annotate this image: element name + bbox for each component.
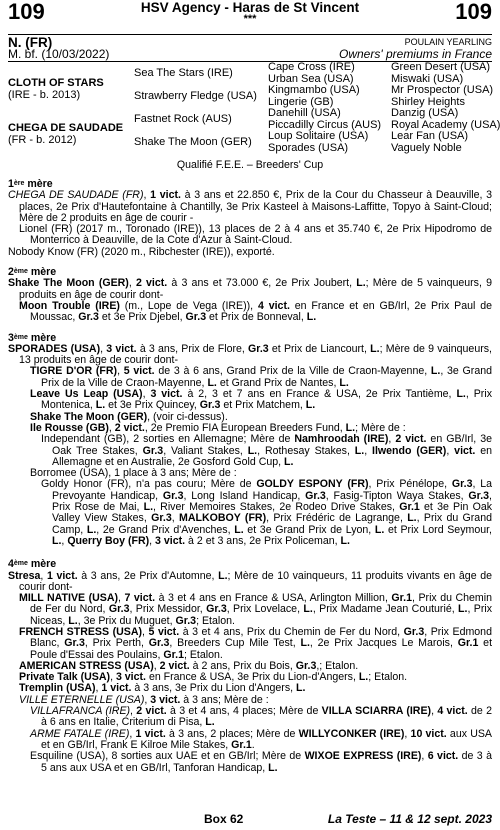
produce-entry: Borromee (USA), 1 place à 3 ans; Mère de : <box>30 467 237 480</box>
qualification: Qualifié F.E.E. – Breeders' Cup <box>176 159 324 171</box>
dam-paragraph: CHEGA DE SAUDADE (FR), 1 vict. à 3 ans et 22.850 €, Prix de la Cour du Chasseur à Deauville, 3 places, 2e Prix d'Hautefontaine à Chantilly, 3e Prix Kasteel à Maisons-Laffitte, Topyo à Saint-Cloud; Mère de 2 produits en âge de courir - <box>8 189 493 224</box>
pedigree-gen3: Piccadilly Circus (AUS) <box>268 118 382 131</box>
produce-entry: Leave Us Leap (USA), 3 vict. à 2, 3 et 7 ans en France & USA, 2e Prix Tantième, L., Prix Montenica, L. et 3e Prix Quincey, Gr.3 et Prix Matchem, L. <box>30 388 492 412</box>
produce-entry: FRENCH STRESS (USA), 5 vict. à 3 et 4 ans, Prix du Chemin de Fer du Nord, Gr.3, Prix Edmond Blanc, Gr.3, Prix Perth, Gr.3, Breeders Cup Mile Test, L., 2e Prix Jacques Le Marois, Gr.1 et Poule d'Essai des Poulains, Gr.1; Etalon. <box>19 625 493 661</box>
dam <box>8 123 123 146</box>
horse-category: POULAIN YEARLING <box>404 37 492 47</box>
rating-stars: *** <box>243 13 257 25</box>
section-heading: 4ème mère <box>8 558 57 571</box>
pedigree-gen2: Sea The Stars (IRE) <box>134 67 233 79</box>
lot-number-right: 109 <box>455 0 492 24</box>
page-header <box>8 0 492 34</box>
pedigree-gen4: Miswaki (USA) <box>391 72 464 85</box>
pedigree-gen3: Urban Sea (USA) <box>268 72 354 85</box>
dam-name: CHEGA DE SAUDADE <box>8 122 124 134</box>
produce-entry: VILLE ETERNELLE (USA), 3 vict. à 3 ans; Mère de : <box>19 693 269 706</box>
produce-entry: Ile Rousse (GB), 2 vict., 2e Premio FIA European Breeders Fund, L.; Mère de : <box>30 421 406 434</box>
section-heading: 3ème mère <box>8 331 57 344</box>
pedigree-gen4: Danzig (USA) <box>391 107 459 119</box>
produce-entry: Private Talk (USA), 3 vict. en France & USA, 3e Prix du Lion-d'Angers, L.; Etalon. <box>19 671 408 684</box>
page-footer <box>8 812 492 828</box>
horse-identity <box>8 35 492 61</box>
pedigree-gen3: Cape Cross (IRE) <box>268 61 355 73</box>
pedigree-gen3: Danehill (USA) <box>268 107 341 119</box>
sire-info: (IRE - b. 2013) <box>8 88 81 101</box>
sale-info: La Teste – 11 & 12 sept. 2023 <box>327 812 492 826</box>
produce-entry: Nobody Know (FR) (2020 m., Ribchester (IRE)), exporté. <box>8 245 275 258</box>
produce-entry: Independant (GB), 2 sorties en Allemagne; Mère de Namhroodah (IRE), 2 vict. en GB/Irl, 3e Oak Tree Stakes, Gr.3, Valiant Stakes, L., Rothesay Stakes, L., Ilwendo (GER), vict. en Allemagne et en Australie, 2e Gosford Gold Cup, L. <box>41 433 493 468</box>
agency-name: HSV Agency - Haras de St Vincent <box>140 0 360 15</box>
produce-entry: Esquiline (USA), 8 sorties aux UAE et en GB/Irl; Mère de WIXOE EXPRESS (IRE), 6 vict. de 3 à 5 ans aux USA et en GB/Irl, Tanforan Handicap, L. <box>30 750 492 774</box>
horse-info: M. bf. (10/03/2022) <box>8 47 110 61</box>
pedigree-gen3: Loup Solitaire (USA) <box>268 130 369 142</box>
dam-paragraph: Stresa, 1 vict. à 3 ans, 2e Prix d'Automne, L.; Mère de 10 vainqueurs, 11 produits vivants en âge de courir dont- <box>8 569 492 593</box>
pedigree-gen4: Lear Fan (USA) <box>391 130 469 142</box>
pedigree-table <box>8 61 500 156</box>
pedigree-gen3: Lingerie (GB) <box>268 95 334 108</box>
produce-entry: Shake The Moon (GER), (voir ci-dessus). <box>30 410 228 423</box>
produce-entry: Moon Trouble (IRE) (m., Lope de Vega (IRE)), 4 vict. en France et en GB/Irl, 2e Prix Paul de Moussac, Gr.3 et 3e Prix Djebel, Gr.3 et Prix de Bonneval, L. <box>19 299 492 324</box>
produce-entry: ARME FATALE (IRE), 1 vict. à 3 ans, 2 places; Mère de WILLYCONKER (IRE), 10 vict. aux USA et en GB/Irl, Frank E Kilroe Mile Stakes, Gr.1. <box>30 727 492 751</box>
pedigree-gen4: Shirley Heights <box>391 95 465 108</box>
dam-paragraph: SPORADES (USA), 3 vict. à 3 ans, Prix de Flore, Gr.3 et Prix de Liancourt, L.; Mère de 9 vainqueurs, 13 produits en âge de courir dont- <box>8 342 492 367</box>
sire-name: CLOTH OF STARS <box>8 77 104 89</box>
produce-entry: MILL NATIVE (USA), 7 vict. à 3 et 4 ans en France & USA, Arlington Million, Gr.1, Prix du Chemin de Fer du Nord, Gr.3, Prix Messidor, Gr.3, Prix Lovelace, L., Prix Madame Jean Couturié, L., Prix Niceas, L., 3e Prix du Muguet, Gr.3; Etalon. <box>19 592 493 627</box>
pedigree-gen2: Strawberry Fledge (USA) <box>134 90 257 102</box>
sire <box>8 78 104 101</box>
pedigree-gen4: Green Desert (USA) <box>391 61 491 73</box>
dam-info: (FR - b. 2012) <box>8 133 77 146</box>
dam-paragraph: Shake The Moon (GER), 2 vict. à 3 ans et 73.000 €, 2e Prix Joubert, L.; Mère de 5 vainqueurs, 9 produits en âge de courir dont- <box>8 277 492 301</box>
produce-entry: Goldy Honor (FR), n'a pas couru; Mère de GOLDY ESPONY (FR), Prix Pénélope, Gr.3, La Prevoyante Handicap, Gr.3, Long Island Handicap, Gr.3, Fasig-Tipton Waya Stakes, Gr.3, Prix Rose de Mai, L., River Memoires Stakes, 2e Rodeo Drive Stakes, Gr.1 et 3e Pin Oak Valley View Stakes, Gr.3, MALKOBOY (FR), Prix Frédéric de Lagrange, L., Prix du Grand Camp, L., 2e Grand Prix d'Avenches, L. et 3e Grand Prix de Lyon, L. et Prix Lord Seymour, L., Querry Boy (FR), 3 vict. à 2 et 3 ans, 2e Prix Policeman, L. <box>41 478 493 547</box>
produce-entry: TIGRE D'OR (FR), 5 vict. de 3 à 6 ans, Grand Prix de la Ville de Craon-Mayenne, L., 3e Grand Prix de la Ville de Craon-Mayenne, L. et Grand Prix de Nantes, L. <box>30 365 492 389</box>
pedigree-gen4: Royal Academy (USA) <box>391 118 500 131</box>
pedigree-gen4: Mr Prospector (USA) <box>391 84 494 96</box>
section-heading: 1ère mère <box>8 178 53 190</box>
produce-entry: AMERICAN STRESS (USA), 2 vict. à 2 ans, Prix du Bois, Gr.3,; Etalon. <box>19 659 359 672</box>
pedigree-gen2: Shake The Moon (GER) <box>134 136 252 148</box>
box-number: Box 62 <box>204 812 244 826</box>
owners-premiums: Owners' premiums in France <box>339 47 492 61</box>
section-heading: 2ème mère <box>8 266 57 279</box>
pedigree-gen4: Vaguely Noble <box>391 141 462 154</box>
produce-entry: Tremplin (USA), 1 vict. à 3 ans, 3e Prix du Lion d'Angers, L. <box>19 682 306 695</box>
pedigree-gen3: Kingmambo (USA) <box>268 84 360 96</box>
pedigree-gen3: Sporades (USA) <box>268 141 349 154</box>
horse-name: N. (FR) <box>8 35 53 50</box>
pedigree-gen2: Fastnet Rock (AUS) <box>134 113 232 125</box>
produce-entry: VILLAFRANCA (IRE), 2 vict. à 3 et 4 ans, 4 places; Mère de VILLA SCIARRA (IRE), 4 vict. de 2 à 6 ans en Italie, Criterium di Pisa, L. <box>30 705 493 729</box>
lot-number-left: 109 <box>8 0 45 24</box>
produce-entry: Lionel (FR) (2017 m., Toronado (IRE)), 13 places de 2 à 4 ans et 35.740 €, 2e Prix Hipodromo de Monterrico à Deauville, de la Cote d'Azur à Saint-Cloud. <box>19 223 492 247</box>
catalogue-body <box>8 179 492 774</box>
